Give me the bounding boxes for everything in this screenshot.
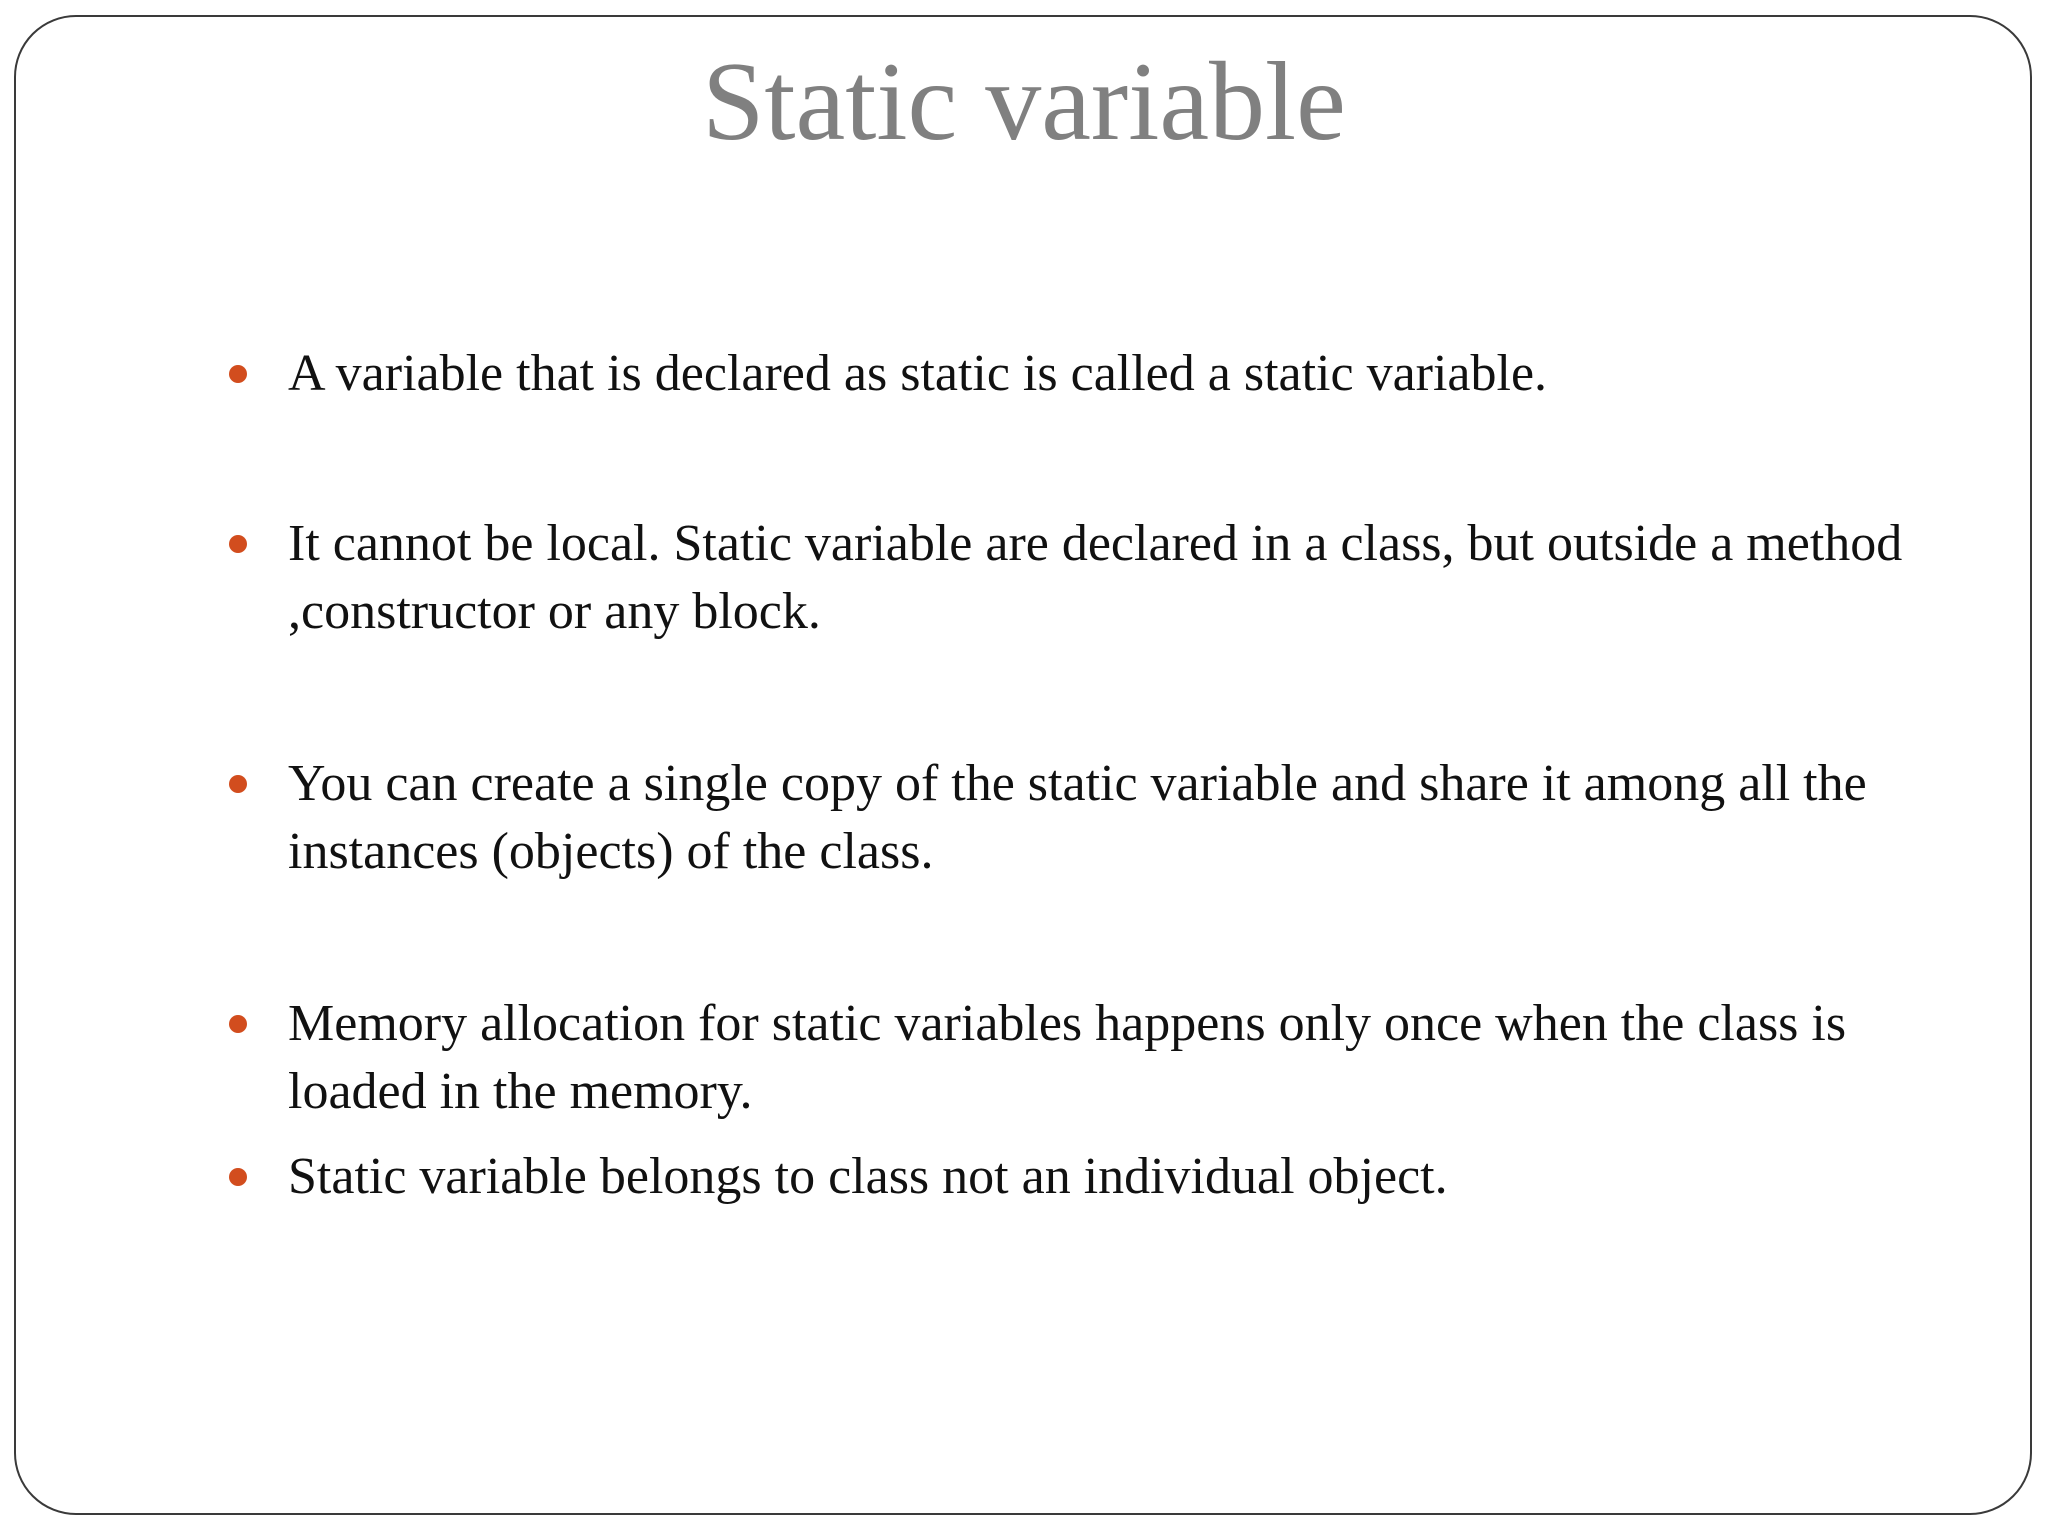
bullet-dot-icon <box>229 1015 247 1033</box>
bullet-text: It cannot be local. Static variable are declared in a class, but outside a method ,constructor or any block. <box>288 515 1903 640</box>
bullet-text: Memory allocation for static variables happens only once when the class is loaded in the memory. <box>288 995 1847 1120</box>
bullet-dot-icon <box>229 535 247 553</box>
bullet-text: You can create a single copy of the static variable and share it among all the instances (objects) of the class. <box>288 755 1867 880</box>
bullet-text: Static variable belongs to class not an individual object. <box>288 1148 1448 1205</box>
bullet-dot-icon <box>229 365 247 383</box>
bullet-dot-icon <box>229 775 247 793</box>
slide-title: Static variable <box>702 40 1346 164</box>
bullet-dot-icon <box>229 1168 247 1186</box>
bullet-text: A variable that is declared as static is called a static variable. <box>288 345 1548 402</box>
